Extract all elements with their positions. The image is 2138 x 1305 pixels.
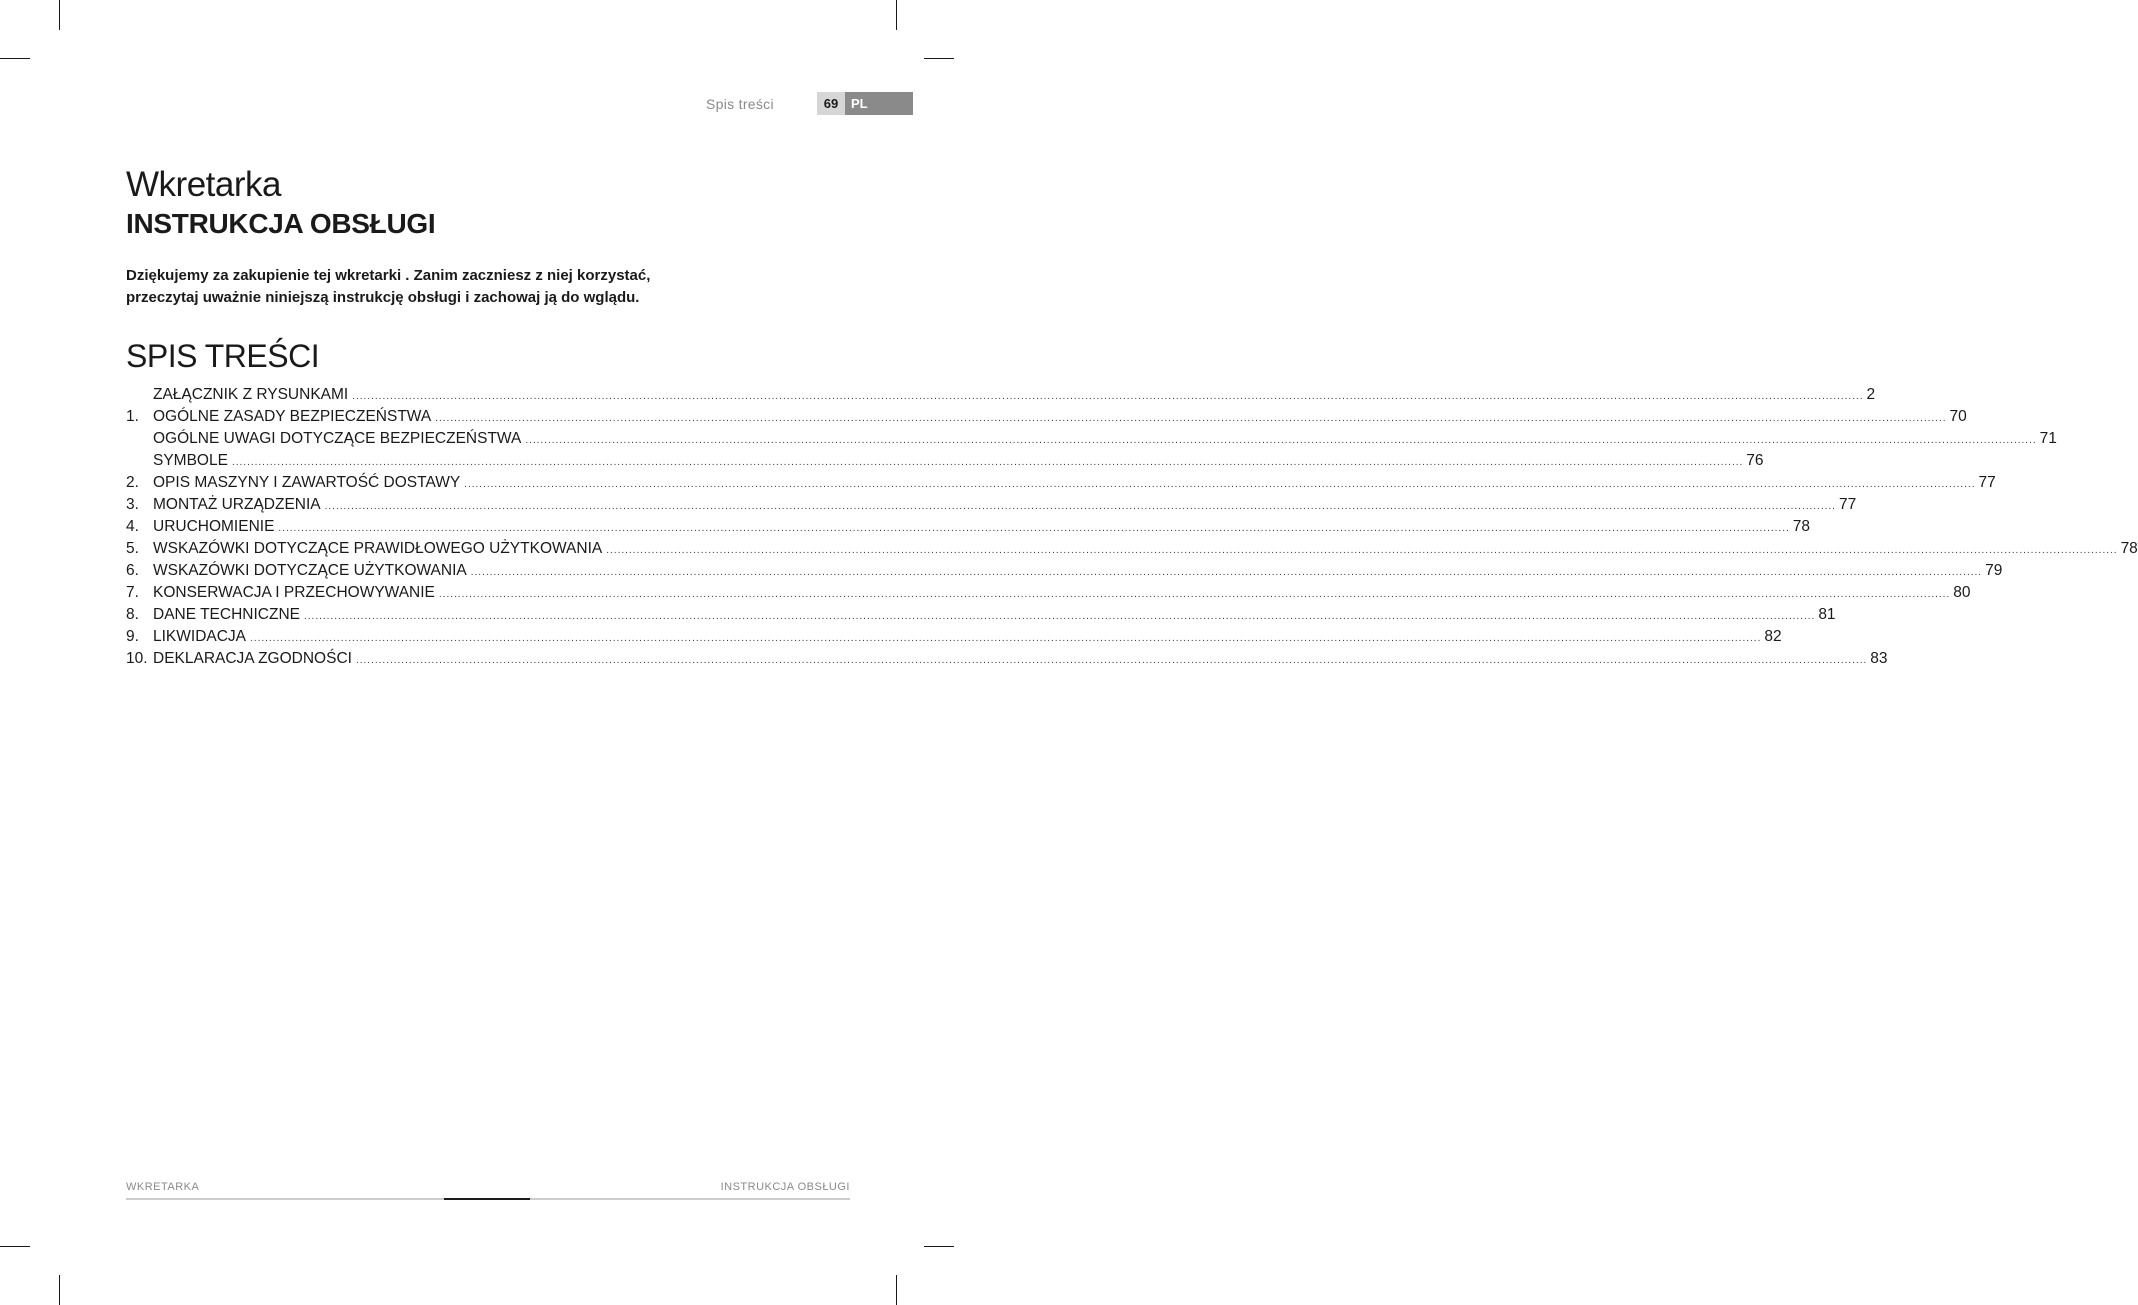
header-section-title: Spis treści xyxy=(706,96,774,112)
toc-leader-dots: ................................................................................................................................................................................................................................................................................................................................................................................................................ xyxy=(324,501,1836,512)
toc-entry[interactable] xyxy=(126,518,1810,540)
language-badge: PL xyxy=(845,92,913,115)
toc-leader-dots: ................................................................................................................................................................................................................................................................................................................................................................................................................ xyxy=(438,589,1951,600)
toc-entry-number: 1. xyxy=(126,408,139,425)
toc-leader-dots: ................................................................................................................................................................................................................................................................................................................................................................................................................ xyxy=(464,479,1976,490)
crop-mark xyxy=(59,1275,60,1305)
toc-leader-dots: ................................................................................................................................................................................................................................................................................................................................................................................................................ xyxy=(231,457,1744,468)
toc-entry[interactable] xyxy=(126,540,2138,562)
toc-entry[interactable] xyxy=(126,606,1836,628)
toc-entry-page: 80 xyxy=(1953,584,1971,601)
crop-mark xyxy=(59,0,60,30)
toc-entry-number: 5. xyxy=(126,540,139,557)
toc-entry[interactable] xyxy=(126,584,1971,606)
toc-entry[interactable] xyxy=(126,408,1967,430)
toc-entry-number: 8. xyxy=(126,606,139,623)
toc-entry-label: DEKLARACJA ZGODNOŚCI xyxy=(153,650,352,667)
footer-doc-name: INSTRUKCJA OBSŁUGI xyxy=(720,1181,850,1193)
toc-entry-page: 71 xyxy=(2039,430,2057,447)
toc-leader-dots: ................................................................................................................................................................................................................................................................................................................................................................................................................ xyxy=(278,523,1790,534)
toc-leader-dots: ................................................................................................................................................................................................................................................................................................................................................................................................................ xyxy=(470,567,1983,578)
toc-entry[interactable] xyxy=(126,628,1782,650)
intro-paragraph xyxy=(126,265,766,309)
toc-entry-page: 81 xyxy=(1818,606,1836,623)
intro-line: Dziękujemy za zakupienie tej wkretarki . Zanim zaczniesz z niej korzystać, xyxy=(126,267,651,284)
toc-leader-dots: ................................................................................................................................................................................................................................................................................................................................................................................................................ xyxy=(352,391,1864,402)
document-subtitle: INSTRUKCJA OBSŁUGI xyxy=(126,208,436,239)
toc-entry-label: DANE TECHNICZNE xyxy=(153,606,300,623)
toc-entry-label: OPIS MASZYNY I ZAWARTOŚĆ DOSTAWY xyxy=(153,474,461,491)
toc-entry-label: WSKAZÓWKI DOTYCZĄCE PRAWIDŁOWEGO UŻYTKOWANIA xyxy=(153,540,603,557)
toc-leader-dots: ................................................................................................................................................................................................................................................................................................................................................................................................................ xyxy=(355,655,1868,666)
footer-rule-accent xyxy=(444,1198,530,1200)
footer-rule xyxy=(126,1198,850,1200)
crop-mark xyxy=(896,0,897,30)
toc-entry[interactable] xyxy=(126,562,2003,584)
toc-entry-page: 77 xyxy=(1838,496,1857,513)
crop-mark xyxy=(0,1246,30,1247)
toc-entry[interactable] xyxy=(126,474,1996,496)
page-number: 69 xyxy=(817,92,845,115)
toc-entry-page: 77 xyxy=(1978,474,1996,491)
toc-entry[interactable] xyxy=(126,386,1876,408)
toc-entry-label: WSKAZÓWKI DOTYCZĄCE UŻYTKOWANIA xyxy=(153,562,467,579)
toc-entry-label: URUCHOMIENIE xyxy=(153,518,275,535)
intro-line: przeczytaj uważnie niniejszą instrukcję obsługi i zachowaj ją do wglądu. xyxy=(126,289,640,306)
toc-entry[interactable] xyxy=(126,452,1764,474)
crop-mark xyxy=(924,1246,954,1247)
toc-entry-page: 78 xyxy=(1792,518,1810,535)
toc-entry-page: 82 xyxy=(1764,628,1782,645)
toc-entry-label: OGÓLNE ZASADY BEZPIECZEŃSTWA xyxy=(153,408,432,425)
toc-entry-label: KONSERWACJA I PRZECHOWYWANIE xyxy=(153,584,435,601)
toc-entry-page: 76 xyxy=(1746,452,1764,469)
toc-entry-page: 2 xyxy=(1866,386,1876,403)
document-title: Wkretarka xyxy=(126,165,281,204)
toc-entry-label: MONTAŻ URZĄDZENIA xyxy=(153,496,321,513)
toc-entry[interactable] xyxy=(126,650,1888,672)
crop-mark xyxy=(0,58,30,59)
crop-mark xyxy=(924,58,954,59)
page-tab xyxy=(817,92,913,115)
toc-leader-dots: ................................................................................................................................................................................................................................................................................................................................................................................................................ xyxy=(250,633,1762,644)
toc-entry-page: 79 xyxy=(1985,562,2003,579)
toc-entry-number: 6. xyxy=(126,562,139,579)
toc-entry-number: 9. xyxy=(126,628,139,645)
toc-leader-dots: ................................................................................................................................................................................................................................................................................................................................................................................................................ xyxy=(525,435,2037,446)
toc-entry[interactable] xyxy=(126,496,1857,518)
toc-entry-number: 4. xyxy=(126,518,139,535)
table-of-contents xyxy=(126,386,2138,672)
toc-entry-label: SYMBOLE xyxy=(153,452,228,469)
toc-entry-page: 70 xyxy=(1949,408,1967,425)
footer-product-name: WKRETARKA xyxy=(126,1181,200,1193)
toc-entry-number: 10. xyxy=(126,650,148,667)
toc-entry-label: ZAŁĄCZNIK Z RYSUNKAMI xyxy=(153,386,349,403)
toc-leader-dots: ................................................................................................................................................................................................................................................................................................................................................................................................................ xyxy=(606,545,2118,556)
toc-entry[interactable] xyxy=(126,430,2057,452)
crop-mark xyxy=(896,1275,897,1305)
toc-entry-label: LIKWIDACJA xyxy=(153,628,247,645)
toc-entry-page: 83 xyxy=(1870,650,1888,667)
toc-entry-page: 78 xyxy=(2120,540,2138,557)
toc-entry-number: 7. xyxy=(126,584,139,601)
toc-entry-label: OGÓLNE UWAGI DOTYCZĄCE BEZPIECZEŃSTWA xyxy=(153,430,522,447)
toc-entry-number: 3. xyxy=(126,496,139,513)
toc-leader-dots: ................................................................................................................................................................................................................................................................................................................................................................................................................ xyxy=(435,413,1947,424)
toc-leader-dots: ................................................................................................................................................................................................................................................................................................................................................................................................................ xyxy=(303,611,1816,622)
toc-heading: SPIS TREŚCI xyxy=(126,338,320,374)
toc-entry-number: 2. xyxy=(126,474,139,491)
